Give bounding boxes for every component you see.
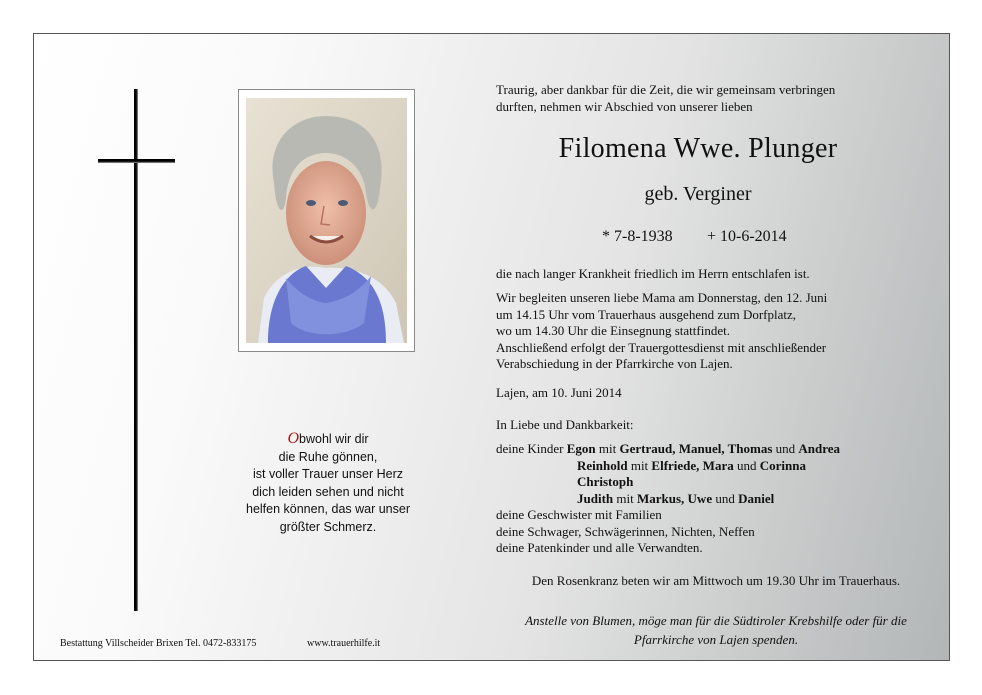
website-link[interactable]: www.trauerhilfe.it [307, 638, 381, 649]
cross-icon [134, 89, 138, 611]
mourner-row: Judith mit Markus, Uwe und Daniel [577, 490, 775, 506]
birth-date: * 7-8-1938 [602, 228, 673, 245]
footer [60, 638, 381, 649]
poem-line: Obwohl wir dir [287, 430, 369, 447]
birth-name: geb. Verginer [644, 183, 752, 205]
place-date: Lajen, am 10. Juni 2014 [496, 385, 622, 400]
poem-line: größter Schmerz. [279, 519, 377, 534]
funeral-details: Wir begleiten unseren liebe Mama am Donnerstag, den 12. Juni um 14.15 Uhr vom Trauerhaus ausgehend zum Dorfplatz, wo um 14.30 Uhr die Einsegnung stattfindet. Anschließend erfolgt der Trauergottesdienst mit anschließender Verabschiedung in der Pfarrkirche von Lajen. [496, 290, 828, 371]
mourners-list [496, 441, 936, 557]
portrait-frame [238, 89, 415, 352]
mourner-row: deine Geschwister mit Familien [496, 507, 662, 522]
poem-line: die Ruhe gönnen, [278, 449, 378, 464]
mourner-row: deine Schwager, Schwägerinnen, Nichten, Neffen [496, 523, 755, 539]
mourner-row: Reinhold mit Elfriede, Mara und Corinna [577, 457, 806, 473]
donation-notice: Anstelle von Blumen, möge man für die Südtiroler Krebshilfe oder für die Pfarrkirche von Lajen spenden. [525, 613, 907, 647]
mourner-row: Christoph [577, 474, 634, 489]
death-statement: die nach langer Krankheit friedlich im Herrn entschlafen ist. [496, 266, 810, 281]
life-dates [602, 228, 787, 246]
poem-line: ist voller Trauer unser Herz [252, 467, 404, 481]
portrait-photo [246, 98, 407, 343]
poem-initial: O [287, 430, 300, 447]
intro-text: Traurig, aber dankbar für die Zeit, die wir gemeinsam verbringen durften, nehmen wir Abschied von unserer lieben [496, 82, 836, 114]
death-date: + 10-6-2014 [707, 228, 787, 245]
poem-line: dich leiden sehen und nicht [252, 484, 404, 499]
rosary-notice: Den Rosenkranz beten wir am Mittwoch um 19.30 Uhr im Trauerhaus. [531, 573, 901, 588]
poem-line: helfen können, das war unser [246, 502, 410, 516]
obituary-card [33, 33, 950, 661]
deceased-name: Filomena Wwe. Plunger [558, 133, 838, 164]
funeral-company: Bestattung Villscheider Brixen Tel. 0472-833175 [60, 638, 257, 649]
memorial-poem [240, 430, 416, 536]
love-line: In Liebe und Dankbarkeit: [496, 417, 634, 432]
cross-icon-bar [98, 159, 175, 163]
mourner-row: deine Patenkinder und alle Verwandten. [496, 540, 703, 555]
mourner-row: deine Kinder Egon mit Gertraud, Manuel, Thomas und Andrea [496, 441, 841, 456]
